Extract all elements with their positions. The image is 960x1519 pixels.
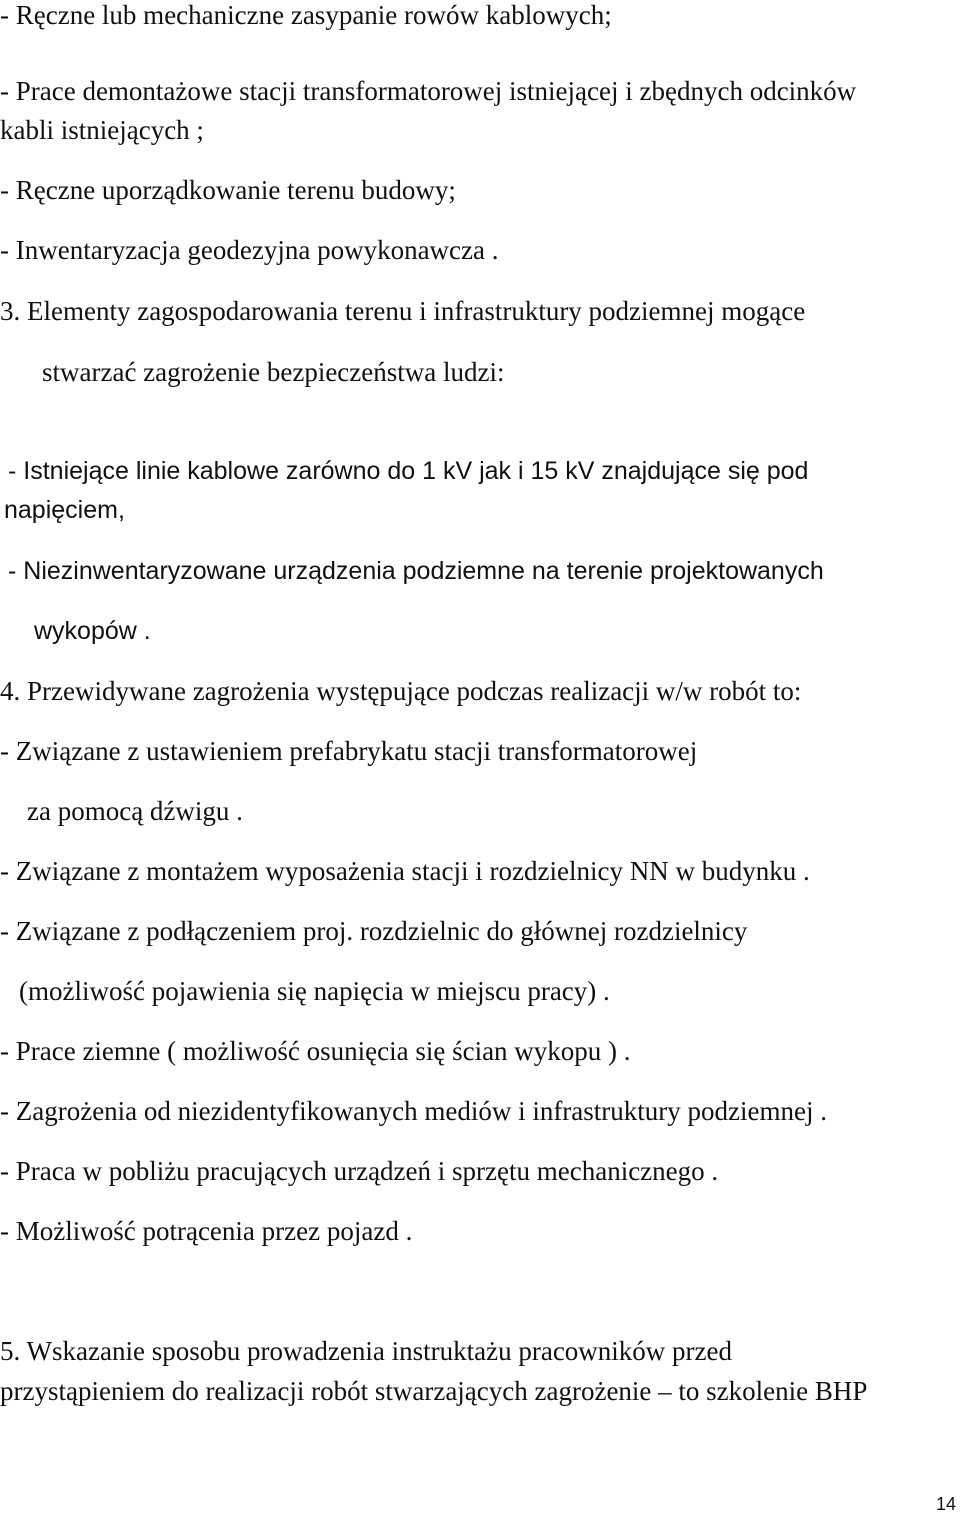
text-line-excavations: wykopów . bbox=[34, 617, 151, 645]
text-line-switchgear-connection: - Związane z podłączeniem proj. rozdzielnic do głównej rozdzielnicy bbox=[0, 916, 748, 946]
text-line-equipment-assembly: - Związane z montażem wyposażenia stacji i rozdzielnicy NN w budynku . bbox=[0, 856, 810, 886]
text-line-unidentified-media: - Zagrożenia od niezidentyfikowanych mediów i infrastruktury podziemnej . bbox=[0, 1096, 827, 1126]
page-number: 14 bbox=[935, 1494, 956, 1514]
section-3-heading: 3. Elementy zagospodarowania terenu i infrastruktury podziemnej mogące bbox=[0, 296, 806, 326]
text-line-mechanical-equipment: - Praca w pobliżu pracujących urządzeń i sprzętu mechanicznego . bbox=[0, 1156, 719, 1186]
text-line-uninventoried-devices: - Niezinwentaryzowane urządzenia podziemne na terenie projektowanych bbox=[8, 557, 824, 585]
section-5-heading-continued: przystąpieniem do realizacji robót stwarzających zagrożenie – to szkolenie BHP bbox=[0, 1376, 868, 1406]
text-line-under-voltage: napięciem, bbox=[4, 496, 125, 524]
text-line-existing-cable-lines: - Istniejące linie kablowe zarówno do 1 kV jak i 15 kV znajdujące się pod bbox=[8, 457, 809, 485]
section-5-heading: 5. Wskazanie sposobu prowadzenia instruktażu pracowników przed bbox=[0, 1336, 733, 1366]
text-line-geodetic-inventory: - Inwentaryzacja geodezyjna powykonawcza . bbox=[0, 235, 499, 265]
text-line-existing-cables: kabli istniejących ; bbox=[0, 115, 204, 145]
text-line-cable-trench-backfill: - Ręczne lub mechaniczne zasypanie rowów kablowych; bbox=[0, 0, 612, 30]
section-3-heading-continued: stwarzać zagrożenie bezpieczeństwa ludzi: bbox=[42, 357, 505, 387]
text-line-crane: za pomocą dźwigu . bbox=[27, 796, 243, 826]
text-line-vehicle-risk: - Możliwość potrącenia przez pojazd . bbox=[0, 1216, 413, 1246]
text-line-prefabricate-setup: - Związane z ustawieniem prefabrykatu stacji transformatorowej bbox=[0, 736, 698, 766]
text-line-site-cleanup: - Ręczne uporządkowanie terenu budowy; bbox=[0, 175, 456, 205]
section-4-heading: 4. Przewidywane zagrożenia występujące podczas realizacji w/w robót to: bbox=[0, 676, 802, 706]
text-line-voltage-possibility: (możliwość pojawienia się napięcia w miejscu pracy) . bbox=[19, 976, 610, 1006]
text-line-earthworks: - Prace ziemne ( możliwość osunięcia się ścian wykopu ) . bbox=[0, 1036, 631, 1066]
text-line-dismantling-works: - Prace demontażowe stacji transformatorowej istniejącej i zbędnych odcinków bbox=[0, 76, 857, 106]
